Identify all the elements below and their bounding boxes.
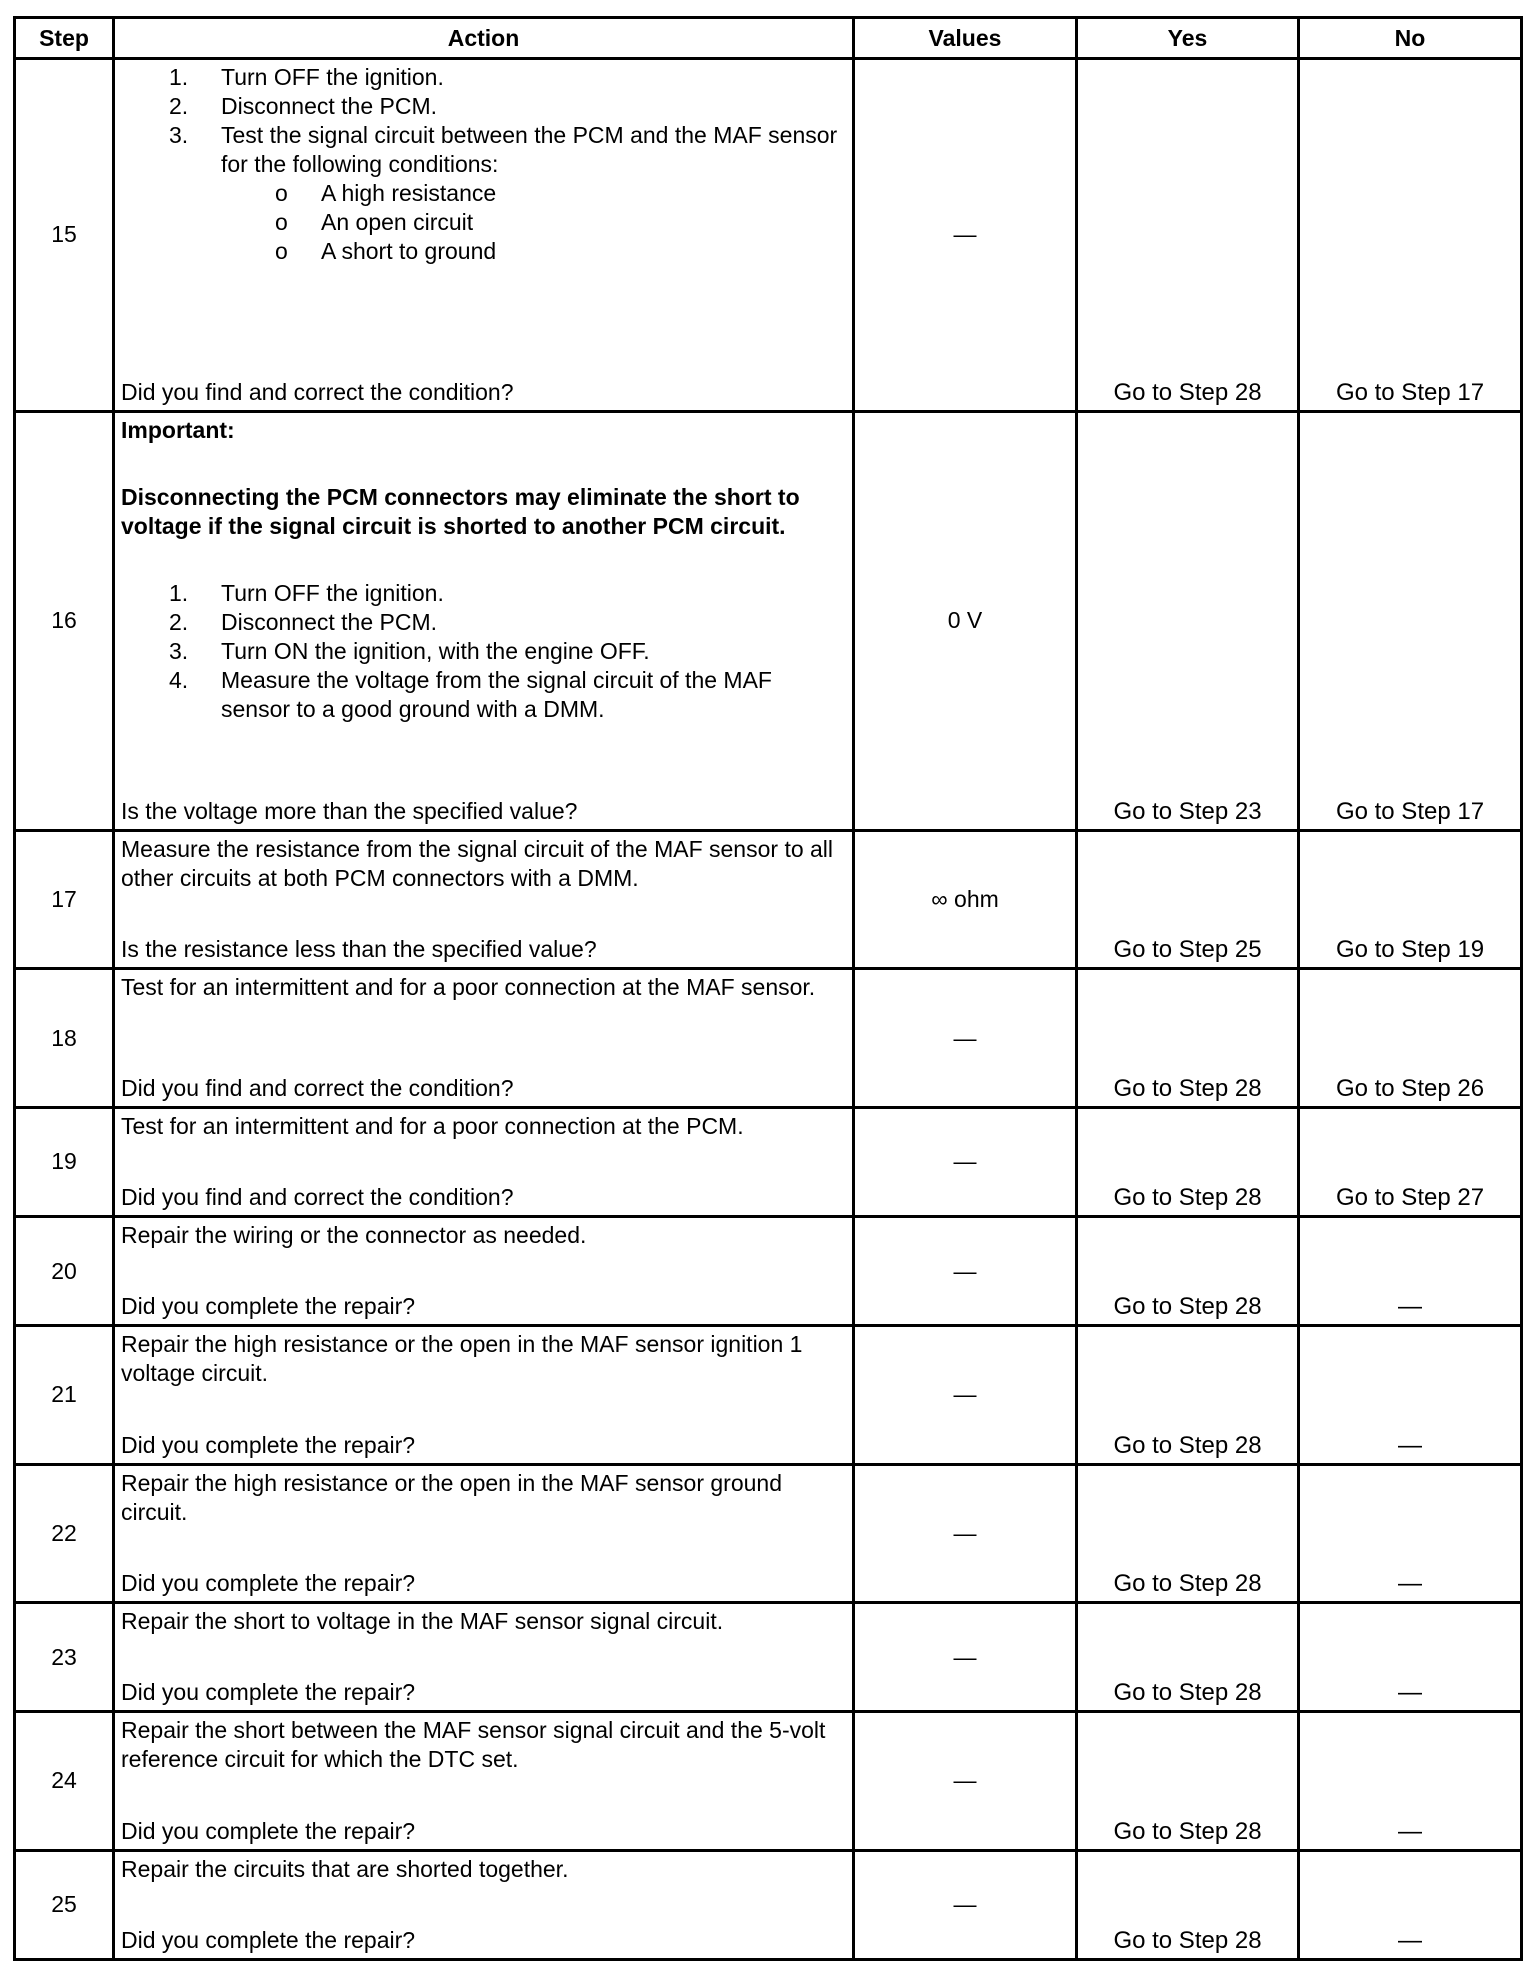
value-cell: —: [854, 1603, 1077, 1712]
value-cell: —: [854, 1326, 1077, 1464]
step-number: 21: [15, 1326, 114, 1464]
action-text: Repair the wiring or the connector as needed.: [121, 1222, 587, 1249]
step-number: 18: [15, 969, 114, 1107]
list-item: 2. Disconnect the PCM.: [169, 608, 438, 635]
action-cell: [114, 1850, 854, 1959]
step-number: 20: [15, 1217, 114, 1326]
action-cell: [114, 969, 854, 1107]
list-item: 3. Turn ON the ignition, with the engine OFF.: [169, 637, 650, 664]
table-row: [15, 59, 1522, 412]
value-cell: —: [854, 1464, 1077, 1602]
list-item: 3. Test the signal circuit between the PCM and the MAF sensor for the following conditions:: [169, 122, 838, 177]
value-cell: —: [854, 1712, 1077, 1850]
no-cell: —: [1299, 1326, 1522, 1464]
yes-cell: Go to Step 28: [1077, 1464, 1299, 1602]
step-number: 17: [15, 831, 114, 969]
yes-cell: Go to Step 23: [1077, 411, 1299, 830]
action-question: Did you complete the repair?: [121, 1927, 416, 1953]
action-question: Did you find and correct the condition?: [121, 1184, 514, 1211]
action-question: Did you complete the repair?: [121, 1431, 416, 1458]
value-cell: ∞ ohm: [854, 831, 1077, 969]
step-number: 16: [15, 411, 114, 830]
action-text: Measure the resistance from the signal circuit of the MAF sensor to all other circuits at both PCM connectors with a DMM.: [121, 836, 834, 892]
diagnostic-table: [13, 16, 1523, 1961]
action-cell: [114, 59, 854, 412]
no-cell: Go to Step 26: [1299, 969, 1522, 1107]
step-number: 19: [15, 1107, 114, 1216]
action-cell: [114, 1107, 854, 1216]
table-row: [15, 1850, 1522, 1959]
list-item: o A high resistance: [121, 179, 846, 208]
table-row: [15, 831, 1522, 969]
action-text: Repair the high resistance or the open in the MAF sensor ignition 1 voltage circuit.: [121, 1331, 803, 1387]
step-number: 24: [15, 1712, 114, 1850]
table-row: [15, 1326, 1522, 1464]
table-row: [15, 1712, 1522, 1850]
list-item: 1. Turn OFF the ignition.: [169, 64, 444, 90]
action-question: Is the voltage more than the specified value?: [121, 798, 578, 825]
value-cell: —: [854, 59, 1077, 412]
no-cell: —: [1299, 1712, 1522, 1850]
action-question: Did you complete the repair?: [121, 1817, 416, 1844]
no-cell: Go to Step 19: [1299, 831, 1522, 969]
header-row: [15, 18, 1522, 59]
no-cell: —: [1299, 1603, 1522, 1712]
header-no: No: [1299, 18, 1522, 59]
no-cell: —: [1299, 1217, 1522, 1326]
action-text: Test for an intermittent and for a poor connection at the PCM.: [121, 1112, 744, 1139]
table-row: [15, 1107, 1522, 1216]
action-question: Did you complete the repair?: [121, 1570, 416, 1597]
list-item: 1. Turn OFF the ignition.: [169, 579, 444, 606]
action-question: Did you complete the repair?: [121, 1679, 416, 1706]
yes-cell: Go to Step 28: [1077, 59, 1299, 412]
action-text: Repair the circuits that are shorted together.: [121, 1855, 569, 1882]
value-cell: —: [854, 1217, 1077, 1326]
no-cell: —: [1299, 1850, 1522, 1959]
action-steps: [121, 579, 846, 724]
step-number: 23: [15, 1603, 114, 1712]
table-row: [15, 1464, 1522, 1602]
table-row: [15, 969, 1522, 1107]
action-cell: [114, 411, 854, 830]
list-item: 2. Disconnect the PCM.: [169, 93, 438, 119]
no-cell: Go to Step 27: [1299, 1107, 1522, 1216]
yes-cell: Go to Step 25: [1077, 831, 1299, 969]
action-cell: [114, 1217, 854, 1326]
action-cell: [114, 1712, 854, 1850]
action-cell: [114, 1464, 854, 1602]
action-cell: [114, 831, 854, 969]
action-cell: [114, 1603, 854, 1712]
step-number: 22: [15, 1464, 114, 1602]
header-step: Step: [15, 18, 114, 59]
sub-conditions: [121, 179, 846, 266]
action-question: Did you find and correct the condition?: [121, 1074, 514, 1101]
list-item: o An open circuit: [121, 208, 846, 237]
value-cell: 0 V: [854, 411, 1077, 830]
yes-cell: Go to Step 28: [1077, 1603, 1299, 1712]
step-number: 25: [15, 1850, 114, 1959]
no-cell: Go to Step 17: [1299, 59, 1522, 412]
action-text: Repair the short between the MAF sensor signal circuit and the 5-volt reference circuit for which the DTC set.: [121, 1717, 826, 1773]
header-yes: Yes: [1077, 18, 1299, 59]
yes-cell: Go to Step 28: [1077, 1217, 1299, 1326]
important-label: Important:: [121, 416, 235, 443]
table-row: [15, 411, 1522, 830]
header-action: Action: [114, 18, 854, 59]
table-row: [15, 1217, 1522, 1326]
action-text: Test for an intermittent and for a poor connection at the MAF sensor.: [121, 974, 816, 1001]
value-cell: —: [854, 1850, 1077, 1959]
action-question: Did you find and correct the condition?: [121, 378, 514, 405]
action-text: Repair the short to voltage in the MAF sensor signal circuit.: [121, 1608, 724, 1635]
yes-cell: Go to Step 28: [1077, 1107, 1299, 1216]
action-cell: [114, 1326, 854, 1464]
step-number: 15: [15, 59, 114, 412]
value-cell: —: [854, 1107, 1077, 1216]
value-cell: —: [854, 969, 1077, 1107]
yes-cell: Go to Step 28: [1077, 1850, 1299, 1959]
action-steps: [121, 63, 846, 179]
list-item: o A short to ground: [121, 237, 846, 266]
header-values: Values: [854, 18, 1077, 59]
list-item: 4. Measure the voltage from the signal circuit of the MAF sensor to a good ground with a DMM.: [169, 666, 772, 722]
table-row: [15, 1603, 1522, 1712]
action-question: Is the resistance less than the specified value?: [121, 936, 597, 963]
no-cell: Go to Step 17: [1299, 411, 1522, 830]
action-question: Did you complete the repair?: [121, 1293, 416, 1320]
yes-cell: Go to Step 28: [1077, 1712, 1299, 1850]
yes-cell: Go to Step 28: [1077, 1326, 1299, 1464]
action-text: Repair the high resistance or the open in the MAF sensor ground circuit.: [121, 1469, 782, 1525]
important-note: Disconnecting the PCM connectors may eliminate the short to voltage if the signal circuit is shorted to another PCM circuit.: [121, 483, 800, 539]
no-cell: —: [1299, 1464, 1522, 1602]
yes-cell: Go to Step 28: [1077, 969, 1299, 1107]
